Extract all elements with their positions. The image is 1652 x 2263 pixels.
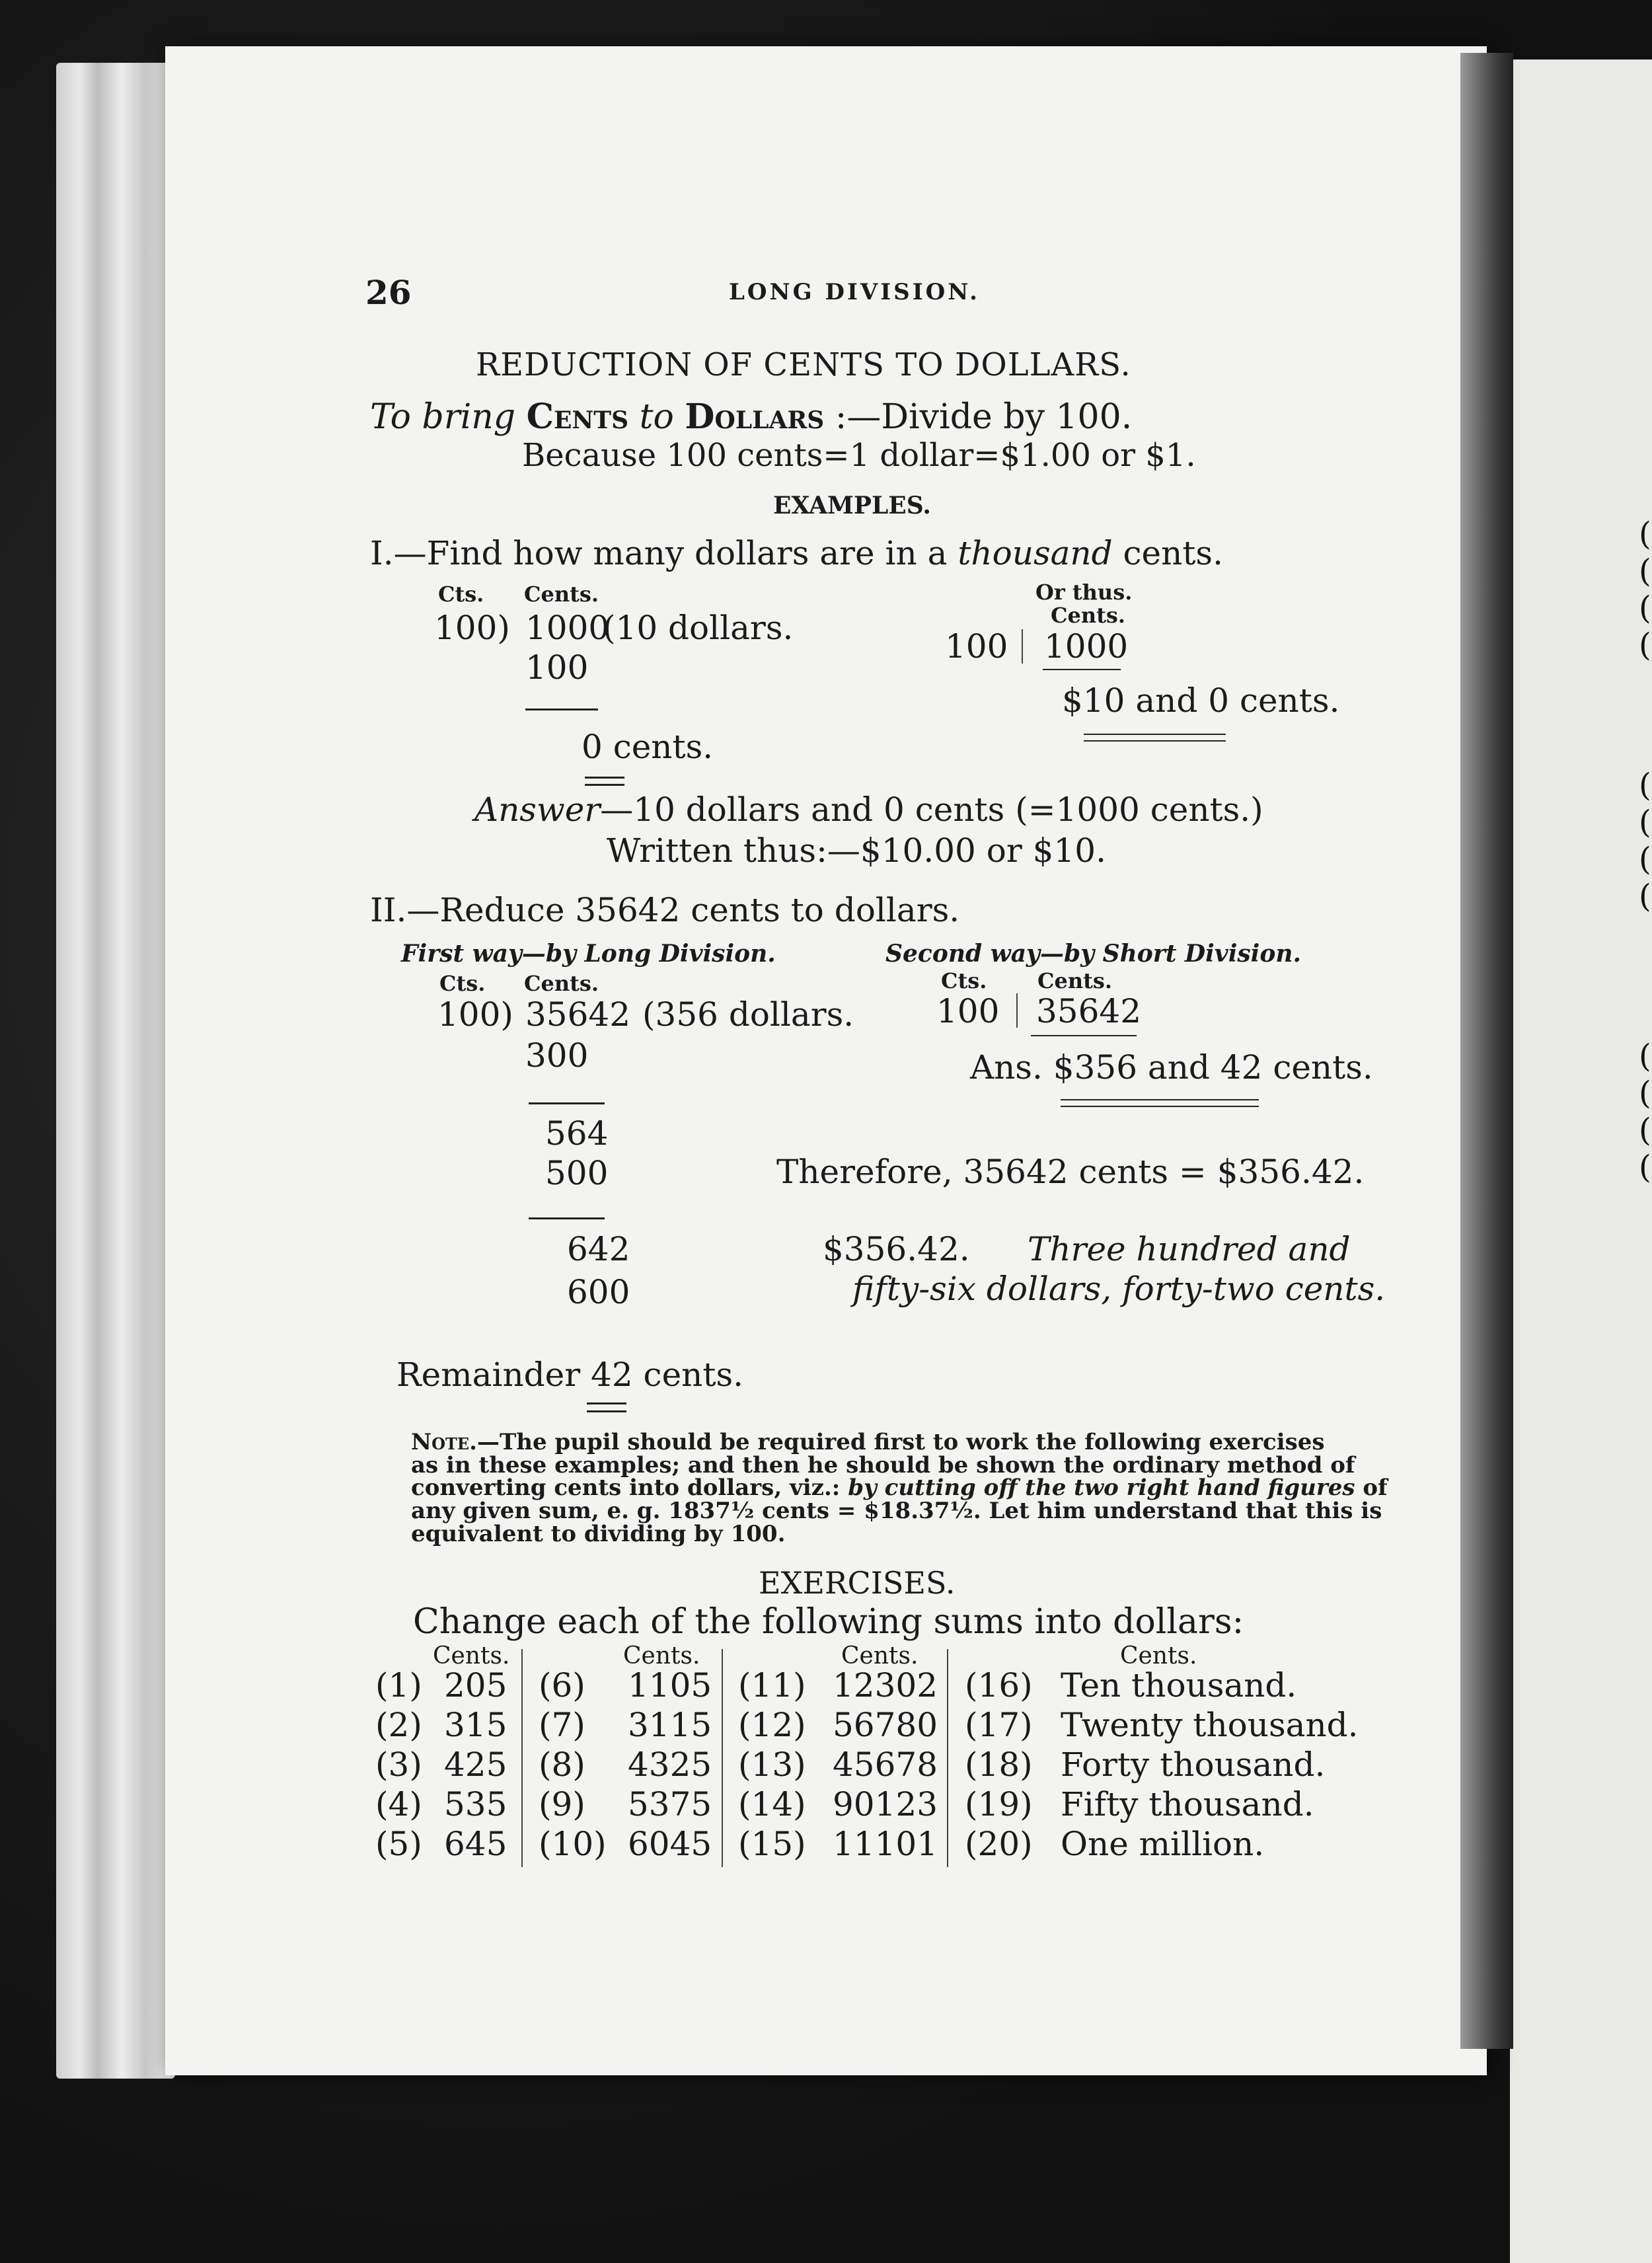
exercise-number: (13) [738,1745,806,1784]
ex1-answer-rest: —10 dollars and 0 cents (=1000 cents.) [600,790,1263,829]
exercise-value: 315 [444,1706,507,1744]
exercise-number: (14) [738,1785,806,1823]
exercises-heading: EXERCISES. [759,1565,956,1601]
exercise-number: (3) [375,1745,422,1784]
ex2-step-3: 500 [545,1154,609,1192]
exercise-number: (4) [375,1785,422,1823]
facing-page-edge [1510,59,1652,2263]
exercise-value: Forty thousand. [1061,1745,1326,1784]
exercise-number: (18) [965,1745,1033,1784]
example-2-question: II.—Reduce 35642 cents to dollars. [370,891,960,929]
ex2-step-1: 300 [525,1036,589,1075]
ex1-double-rule-b [585,784,624,786]
ex-col-label-3: Cents. [841,1642,919,1669]
exercise-number: (15) [738,1825,806,1863]
ex2-second-way: Second way—by Short Division. [885,940,1302,968]
rule-lead: To bring [370,397,516,437]
ex2-dividend: 35642 [525,995,631,1034]
ex1-question-b: cents. [1112,534,1223,572]
ex-col-divider-1 [521,1649,523,1867]
note-line-5: equivalent to dividing by 100. [411,1520,786,1547]
facing-page-marks-3: ( ( ( ( [1639,1038,1651,1186]
ex-col-divider-2 [722,1649,723,1867]
note-line-1-text: —The pupil should be required first to work the following exercises [476,1429,1325,1455]
rule-line [370,397,1133,437]
rule-cents: Cents [526,397,629,437]
ex1-alt-dividend: 1000 [1044,627,1129,666]
ex1-alt-cents-label: Cents. [1051,603,1126,628]
exercise-number: (20) [965,1825,1033,1863]
ex2-rule-2 [529,1217,605,1219]
exercise-number: (2) [375,1706,422,1744]
example-1-question [370,534,1223,572]
exercise-number: (6) [539,1666,585,1705]
ex1-answer-italic: Answer [474,790,601,829]
ex2-step-5: 600 [567,1273,630,1311]
ex1-label-cts: Cts. [438,582,484,607]
note-line-3b: by cutting off the two right hand figures [848,1475,1355,1502]
exercise-number: (5) [375,1825,422,1863]
ex2-short-bar [1016,993,1018,1028]
ex1-written: Written thus:—$10.00 or $10. [607,831,1106,870]
exercise-value: 645 [444,1825,507,1863]
exercise-value: 56780 [833,1706,938,1744]
ex2-short-double-a [1061,1099,1259,1100]
ex1-alt-label: Or thus. [1035,580,1133,605]
note-label: Note. [411,1429,477,1455]
running-title: LONG DIVISION. [729,279,980,305]
ex1-divisor: 100) [434,609,510,647]
ex2-therefore: Therefore, 35642 cents = $356.42. [776,1153,1365,1191]
ex2-short-rule [1031,1035,1137,1036]
exercise-value: 205 [444,1666,507,1705]
because-line: Because 100 cents=1 dollar=$1.00 or $1. [522,437,1196,474]
exercise-value: 12302 [833,1666,938,1705]
exercise-value: 6045 [628,1825,712,1863]
exercise-value: Twenty thousand. [1061,1706,1359,1744]
ex2-rule-1 [529,1102,605,1104]
ex2-short-dividend: 35642 [1036,992,1142,1030]
facing-page-marks-2: ( ( ( ( [1639,767,1651,915]
note-line-3a: converting cents into dollars, viz.: [411,1475,848,1502]
page-gutter-shadow [1460,53,1513,2049]
ex2-short-divisor: 100 [936,992,1000,1030]
exercise-value: 1105 [628,1666,712,1705]
exercise-value: 3115 [628,1706,712,1744]
ex2-words-amount: $356.42. [823,1230,970,1268]
ex2-step-2: 564 [545,1114,609,1153]
ex1-sub-rule [525,709,598,710]
ex-col-label-2: Cents. [623,1642,700,1669]
exercise-number: (16) [965,1666,1033,1705]
ex1-question-a: I.—Find how many dollars are in a [370,534,958,572]
ex2-double-rule-b [587,1410,626,1412]
note-line-1 [411,1431,1388,1454]
exercise-value: 535 [444,1785,507,1823]
exercise-number: (10) [539,1825,607,1863]
exercise-value: One million. [1061,1825,1265,1863]
ex2-step-4: 642 [567,1230,630,1268]
note-line-3c: of [1355,1475,1388,1502]
ex1-label-cents: Cents. [524,582,599,607]
section-title: REDUCTION OF CENTS TO DOLLARS. [476,346,1131,383]
ex-col-label-1: Cents. [433,1642,510,1669]
ex2-divisor: 100) [437,995,513,1034]
ex1-quotient: (10 dollars. [603,609,794,647]
ex2-quotient: (356 dollars. [642,995,854,1034]
ex1-alt-double-rule-b [1084,740,1226,742]
ex1-question-italic: thousand [957,534,1113,572]
ex2-double-rule-a [587,1402,626,1404]
ex1-alt-rule [1043,669,1121,670]
page-number: 26 [365,273,412,312]
exercise-value: 45678 [833,1745,938,1784]
ex1-alt-result: $10 and 0 cents. [1062,681,1340,720]
ex1-alt-divisor: 100 [945,627,1008,666]
ex2-short-answer: Ans. $356 and 42 cents. [970,1048,1373,1087]
exercise-number: (17) [965,1706,1033,1744]
note-line-4: any given sum, e. g. 1837½ cents = $18.37½. Let him understand that this is [411,1498,1382,1525]
exercise-value: 4325 [628,1745,712,1784]
rule-to: to [639,397,674,437]
rule-rest: :—Divide by 100. [835,397,1133,437]
exercise-value: 90123 [833,1785,938,1823]
ex2-short-cts: Cts. [941,968,987,993]
ex1-answer [474,790,1263,829]
ex2-words-a: Three hundred and [1028,1230,1351,1268]
ex1-alt-double-rule-a [1084,734,1226,735]
rule-dollars: Dollars [685,397,825,437]
facing-page-marks: ( ( ( ( [1639,516,1651,664]
exercise-number: (12) [738,1706,806,1744]
examples-heading: EXAMPLES. [773,492,931,519]
exercises-instruction: Change each of the following sums into dollars: [413,1602,1244,1642]
exercise-value: Fifty thousand. [1061,1785,1314,1823]
exercise-number: (7) [539,1706,585,1744]
exercise-number: (8) [539,1745,585,1784]
exercise-number: (11) [738,1666,806,1705]
ex-col-label-4: Cents. [1120,1642,1197,1669]
ex1-dividend: 1000 [525,609,610,647]
exercise-value: 5375 [628,1785,712,1823]
page-edges [56,63,175,2079]
ex2-label-cts: Cts. [439,971,486,996]
exercise-value: 425 [444,1745,507,1784]
ex2-short-cents: Cents. [1037,968,1113,993]
ex1-alt-bar [1022,629,1023,664]
ex2-short-double-b [1061,1106,1259,1107]
ex2-label-cents: Cents. [524,971,599,996]
ex1-double-rule-a [585,777,624,779]
exercise-value: Ten thousand. [1061,1666,1297,1705]
exercise-number: (9) [539,1785,585,1823]
exercise-number: (19) [965,1785,1033,1823]
ex1-subtrahend: 100 [525,648,589,687]
exercise-number: (1) [375,1666,422,1705]
ex2-words-b: fifty-six dollars, forty-two cents. [852,1270,1386,1308]
ex-col-divider-3 [947,1649,948,1867]
note-line-3 [411,1477,1388,1500]
note-line-2: as in these examples; and then he should be shown the ordinary method of [411,1451,1355,1478]
note-block [411,1431,1388,1545]
ex1-remainder: 0 cents. [582,728,714,766]
exercise-value: 11101 [833,1825,938,1863]
ex2-remainder: Remainder 42 cents. [396,1356,743,1394]
ex2-first-way: First way—by Long Division. [401,940,776,968]
